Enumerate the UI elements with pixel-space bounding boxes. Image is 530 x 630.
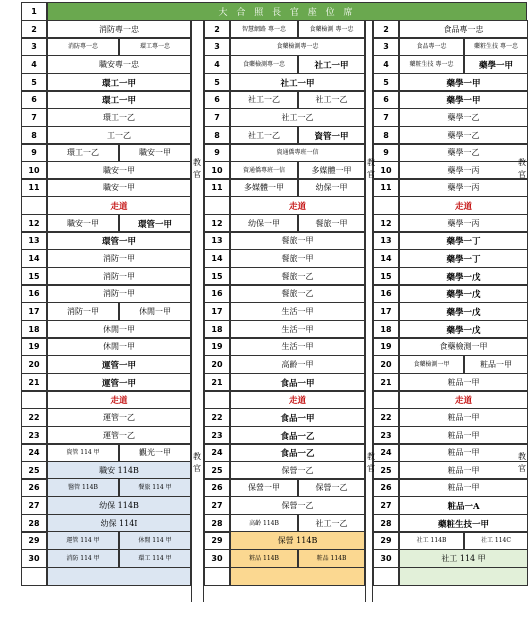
seat-cell: 觀光一甲 <box>119 443 191 462</box>
seat-number: 14 <box>204 249 230 268</box>
seat-cell: 消防 114 甲 <box>47 549 119 568</box>
seat-cell: 職安一甲 <box>119 143 191 162</box>
seat-number: 16 <box>204 284 230 303</box>
seat-number: 21 <box>373 373 399 392</box>
seat-number: 2 <box>21 20 47 39</box>
seat-number: 20 <box>373 355 399 374</box>
seat-cell: 藥學一丁 <box>399 249 528 268</box>
seat-cell: 食藥檢測專一忠 <box>230 55 298 74</box>
seat-cell: 運管一乙 <box>47 426 191 445</box>
seat-cell: 藥學一甲 <box>399 90 528 109</box>
seat-cell: 職安一甲 <box>47 161 191 180</box>
seat-number: 24 <box>204 443 230 462</box>
seat-cell: 食品專一忠 <box>399 20 528 39</box>
teacher-label: 教官 <box>366 452 376 476</box>
seat-cell: 粧品一甲 <box>399 478 528 497</box>
seat-cell: 幼保一甲 <box>298 178 365 197</box>
seat-number: 5 <box>373 73 399 92</box>
seat-cell: 高齡 114B <box>230 514 298 533</box>
seat-cell: 藥學一丙 <box>399 161 528 180</box>
walkway-label: 走道 <box>399 196 528 215</box>
seat-cell: 消防一甲 <box>47 267 191 286</box>
seat-number: 3 <box>373 37 399 56</box>
seat-number: 15 <box>204 267 230 286</box>
seat-number: 30 <box>204 549 230 568</box>
seat-cell: 藥學一戊 <box>399 302 528 321</box>
seat-cell: 餐旅一甲 <box>230 231 365 250</box>
seat-number: 19 <box>21 337 47 356</box>
seat-cell: 職安專一忠 <box>47 55 191 74</box>
seat-number: 21 <box>204 373 230 392</box>
walkway-label: 走道 <box>47 196 191 215</box>
seat-cell: 多媒體一甲 <box>230 178 298 197</box>
seat-number: 2 <box>204 20 230 39</box>
seat-cell: 食藥檢測專一忠 <box>230 37 365 56</box>
seat-cell: 藥粧生技 專一忠 <box>399 55 464 74</box>
seat-cell: 社工一甲 <box>298 55 365 74</box>
seat-number: 1 <box>21 2 47 21</box>
seat-number: 10 <box>21 161 47 180</box>
seat-number: 7 <box>204 108 230 127</box>
seat-number: 26 <box>373 478 399 497</box>
seat-number: 19 <box>204 337 230 356</box>
seat-cell: 醫管 114B <box>47 478 119 497</box>
seat-number: 23 <box>204 426 230 445</box>
seat-number: 26 <box>21 478 47 497</box>
seat-cell: 餐旅一乙 <box>230 267 365 286</box>
teacher-label: 教官 <box>517 452 527 476</box>
seat-number: 11 <box>373 178 399 197</box>
seat-cell: 粧品 114B <box>230 549 298 568</box>
seat-number: 18 <box>373 320 399 339</box>
seat-number: 3 <box>21 37 47 56</box>
seat-cell: 環工一乙 <box>47 143 119 162</box>
seat-cell: 食品一乙 <box>230 426 365 445</box>
seat-number: 10 <box>373 161 399 180</box>
seat-number: 30 <box>21 549 47 568</box>
seat-cell: 消防專一忠 <box>47 20 191 39</box>
seat-cell: 粧品一甲 <box>399 408 528 427</box>
seat-cell: 消防一甲 <box>47 302 119 321</box>
aisle-column <box>191 2 204 602</box>
seat-cell: 食品一甲 <box>230 408 365 427</box>
seat-number: 13 <box>204 231 230 250</box>
seat-number: 25 <box>21 461 47 480</box>
seat-cell: 休閒 114 甲 <box>119 531 191 550</box>
seat-cell: 保營一乙 <box>298 478 365 497</box>
seat-number: 24 <box>373 443 399 462</box>
seat-cell: 社工 114C <box>464 531 528 550</box>
seat-number <box>21 196 47 215</box>
seat-number: 29 <box>373 531 399 550</box>
seat-number <box>21 567 47 586</box>
seat-number: 13 <box>373 231 399 250</box>
seat-cell: 社工 114B <box>399 531 464 550</box>
seat-cell: 粧品一甲 <box>399 373 528 392</box>
seat-cell: 運管 114 甲 <box>47 531 119 550</box>
seat-number: 18 <box>21 320 47 339</box>
seat-cell: 環工 114 甲 <box>119 549 191 568</box>
seat-number: 16 <box>21 284 47 303</box>
walkway-label: 走道 <box>230 390 365 409</box>
seat-cell: 職安一甲 <box>47 178 191 197</box>
seat-cell: 食藥檢測一甲 <box>399 337 528 356</box>
seat-number: 2 <box>373 20 399 39</box>
seat-cell: 消防一甲 <box>47 284 191 303</box>
seat-cell: 幼保 114B <box>47 496 191 515</box>
seat-cell: 社工一乙 <box>230 108 365 127</box>
seat-cell: 幼保 114I <box>47 514 191 533</box>
seat-number: 12 <box>204 214 230 233</box>
seat-cell: 粧品一A <box>399 496 528 515</box>
seat-cell: 藥學一乙 <box>399 108 528 127</box>
seat-number: 4 <box>373 55 399 74</box>
seat-number: 24 <box>21 443 47 462</box>
seat-cell: 消防一甲 <box>47 249 191 268</box>
seat-cell: 休閒一甲 <box>47 337 191 356</box>
seat-number: 17 <box>373 302 399 321</box>
seat-cell <box>47 567 191 586</box>
seat-cell: 生活一甲 <box>230 320 365 339</box>
seat-number: 6 <box>21 90 47 109</box>
seat-cell: 餐旅一甲 <box>230 249 365 268</box>
seat-cell: 幼保一甲 <box>230 214 298 233</box>
chart-title: 大 合 照 長 官 座 位 席 <box>47 2 527 21</box>
seat-cell: 社工一乙 <box>298 90 365 109</box>
seat-cell: 生活一甲 <box>230 337 365 356</box>
seat-number: 30 <box>373 549 399 568</box>
seat-number: 10 <box>204 161 230 180</box>
seat-number: 9 <box>21 143 47 162</box>
seat-cell: 粧品一甲 <box>399 443 528 462</box>
seat-cell: 環工一甲 <box>47 90 191 109</box>
seat-cell: 保營一乙 <box>230 461 365 480</box>
seat-number: 27 <box>373 496 399 515</box>
seat-number: 28 <box>204 514 230 533</box>
seat-number: 5 <box>21 73 47 92</box>
seat-number: 27 <box>204 496 230 515</box>
seat-number: 12 <box>373 214 399 233</box>
seat-number <box>373 390 399 409</box>
seat-cell: 粧品一甲 <box>399 426 528 445</box>
seat-number: 23 <box>373 426 399 445</box>
seat-cell: 資管一甲 <box>298 126 365 145</box>
seat-cell: 運管一乙 <box>47 408 191 427</box>
seat-cell: 多媒體一甲 <box>298 161 365 180</box>
seat-number: 8 <box>204 126 230 145</box>
seat-cell: 社工一甲 <box>230 73 365 92</box>
seat-number: 7 <box>373 108 399 127</box>
seat-cell: 食品一甲 <box>230 373 365 392</box>
seat-number: 14 <box>373 249 399 268</box>
seat-number: 11 <box>21 178 47 197</box>
seat-cell: 藥學一丁 <box>399 231 528 250</box>
seat-cell: 藥學一丙 <box>399 178 528 197</box>
seat-number: 3 <box>204 37 230 56</box>
seat-cell: 粧品一甲 <box>399 461 528 480</box>
seat-cell: 藥學一甲 <box>464 55 528 74</box>
seat-number: 22 <box>373 408 399 427</box>
seat-number: 22 <box>204 408 230 427</box>
seat-number <box>204 196 230 215</box>
seat-number: 6 <box>373 90 399 109</box>
seat-number: 15 <box>373 267 399 286</box>
seat-cell: 粧品一甲 <box>464 355 528 374</box>
seat-number: 11 <box>204 178 230 197</box>
seat-number <box>204 567 230 586</box>
seat-cell: 休閒一甲 <box>119 302 191 321</box>
seat-cell <box>230 567 365 586</box>
seat-number: 6 <box>204 90 230 109</box>
seat-number: 17 <box>204 302 230 321</box>
seat-number: 14 <box>21 249 47 268</box>
seat-cell: 職安一甲 <box>47 214 119 233</box>
seat-cell: 社工一乙 <box>298 514 365 533</box>
seat-number: 4 <box>21 55 47 74</box>
seat-number: 20 <box>21 355 47 374</box>
seat-cell: 藥學一戊 <box>399 284 528 303</box>
seat-cell: 食藥檢測一甲 <box>399 355 464 374</box>
seat-cell: 資通僑專班一信 <box>230 161 298 180</box>
seat-number: 7 <box>21 108 47 127</box>
seat-cell: 運管一甲 <box>47 355 191 374</box>
seat-number: 27 <box>21 496 47 515</box>
seat-number: 19 <box>373 337 399 356</box>
seat-cell: 餐旅一乙 <box>230 284 365 303</box>
teacher-label: 教官 <box>366 158 376 182</box>
seat-number: 26 <box>204 478 230 497</box>
seat-number: 4 <box>204 55 230 74</box>
seat-cell: 保營一甲 <box>230 478 298 497</box>
seat-cell: 環管一甲 <box>119 214 191 233</box>
seat-cell: 餐旅一甲 <box>298 214 365 233</box>
seat-cell: 藥學一甲 <box>399 73 528 92</box>
seat-number: 22 <box>21 408 47 427</box>
seat-cell: 高齡一甲 <box>230 355 365 374</box>
seat-cell: 工一乙 <box>47 126 191 145</box>
walkway-label: 走道 <box>47 390 191 409</box>
seat-cell: 資通僑專班一信 <box>230 143 365 162</box>
seat-number: 13 <box>21 231 47 250</box>
seat-cell: 社工 114 甲 <box>399 549 528 568</box>
seat-number: 25 <box>373 461 399 480</box>
walkway-label: 走道 <box>399 390 528 409</box>
seat-cell <box>399 567 528 586</box>
seat-number <box>373 196 399 215</box>
seat-number: 18 <box>204 320 230 339</box>
seat-cell: 藥學一丙 <box>399 214 528 233</box>
seat-cell: 生活一甲 <box>230 302 365 321</box>
seat-number: 28 <box>373 514 399 533</box>
seat-cell: 餐旅 114 甲 <box>119 478 191 497</box>
seat-cell: 環工一乙 <box>47 108 191 127</box>
seat-number: 21 <box>21 373 47 392</box>
seat-cell: 環工專一忠 <box>119 37 191 56</box>
seat-cell: 職安 114B <box>47 461 191 480</box>
seat-number: 23 <box>21 426 47 445</box>
seat-cell: 社工一乙 <box>230 90 298 109</box>
seat-number: 28 <box>21 514 47 533</box>
teacher-label: 教官 <box>192 158 202 182</box>
seat-cell: 智慧網路 專一忠 <box>230 20 298 39</box>
seat-cell: 環工一甲 <box>47 73 191 92</box>
seat-number: 8 <box>373 126 399 145</box>
teacher-label: 教官 <box>192 452 202 476</box>
seat-cell: 粧品 114B <box>298 549 365 568</box>
seat-cell: 保營 114B <box>230 531 365 550</box>
seat-number <box>204 390 230 409</box>
seat-cell: 食品一乙 <box>230 443 365 462</box>
seat-number: 16 <box>373 284 399 303</box>
seat-number: 29 <box>21 531 47 550</box>
seat-number: 8 <box>21 126 47 145</box>
seat-cell: 藥學一乙 <box>399 126 528 145</box>
aisle-column <box>365 2 373 602</box>
seat-cell: 保營一乙 <box>230 496 365 515</box>
seat-cell: 藥粧生技 專一忠 <box>464 37 528 56</box>
seat-number: 29 <box>204 531 230 550</box>
seat-number <box>373 567 399 586</box>
seat-cell: 環管一甲 <box>47 231 191 250</box>
seat-cell: 食品專一忠 <box>399 37 464 56</box>
seat-cell: 藥粧生技一甲 <box>399 514 528 533</box>
seat-cell: 資管 114 甲 <box>47 443 119 462</box>
seat-cell: 藥學一乙 <box>399 143 528 162</box>
seat-cell: 食藥檢測 專一忠 <box>298 20 365 39</box>
seat-number: 25 <box>204 461 230 480</box>
seat-cell: 休閒一甲 <box>47 320 191 339</box>
seat-number: 5 <box>204 73 230 92</box>
seat-number: 12 <box>21 214 47 233</box>
seat-cell: 運管一甲 <box>47 373 191 392</box>
walkway-label: 走道 <box>230 196 365 215</box>
seat-cell: 藥學一戊 <box>399 267 528 286</box>
seat-number: 20 <box>204 355 230 374</box>
teacher-label: 教官 <box>517 158 527 182</box>
seat-number: 17 <box>21 302 47 321</box>
seat-number <box>21 390 47 409</box>
seat-cell: 藥學一戊 <box>399 320 528 339</box>
seat-number: 15 <box>21 267 47 286</box>
seat-cell: 社工一乙 <box>230 126 298 145</box>
seat-number: 9 <box>373 143 399 162</box>
seat-cell: 消防專一忠 <box>47 37 119 56</box>
seat-number: 9 <box>204 143 230 162</box>
